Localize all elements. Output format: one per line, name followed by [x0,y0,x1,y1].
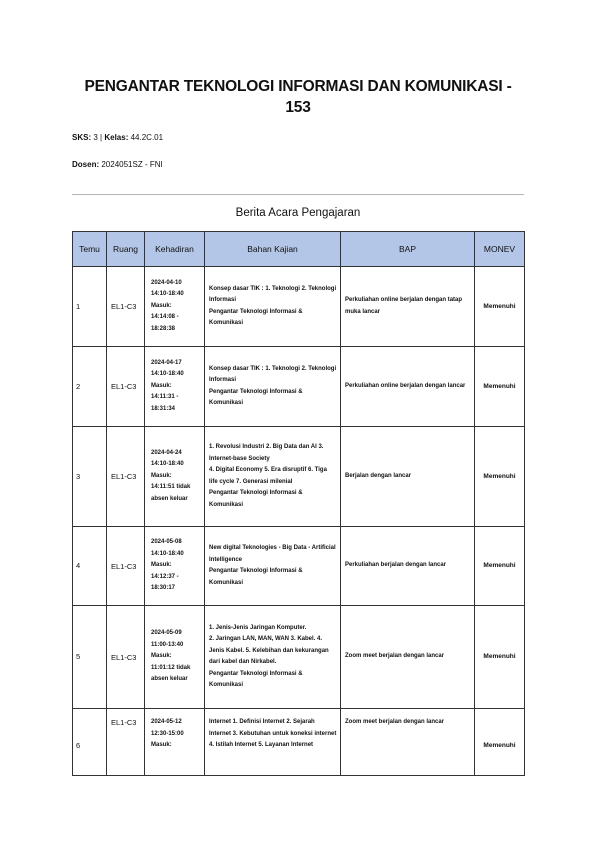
bahan-kajian-cell: 1. Jenis-Jenis Jaringan Komputer. 2. Jaringan LAN, MAN, WAN 3. Kabel. 4. Jenis Kabel. 5. Kelebihan dan kekurangan dari kabel dan Nirkabel. Pengantar Teknologi Informasi & Komunikasi [205,606,341,709]
header-monev: MONEV [475,232,525,267]
bahan-kajian-cell: 1. Revolusi Industri 2. Big Data dan AI 3. Internet-base Society 4. Digital Economy 5. Era disruptif 6. Tiga life cycle 7. Generasi milenial Pengantar Teknologi Informasi & Komunikasi [205,427,341,527]
ruang-cell: EL1-C3 [107,427,145,527]
ruang-cell: EL1-C3 [107,347,145,427]
dosen-line: Dosen: 2024051SZ - FNI [72,160,163,169]
kehadiran-cell: 2024-05-09 11:00-13:40 Masuk: 11:01:12 tidak absen keluar [145,606,205,709]
sks-value: 3 [93,133,98,142]
temu-cell: 1 [73,267,107,347]
kehadiran-cell: 2024-05-08 14:10-18:40 Masuk: 14:12:37 - 18:30:17 [145,527,205,606]
kelas-value: 44.2C.01 [130,133,164,142]
bap-cell: Zoom meet berjalan dengan lancar [341,606,475,709]
temu-cell: 2 [73,347,107,427]
kehadiran-cell: 2024-05-12 12:30-15:00 Masuk: [145,709,205,776]
bahan-kajian-cell: Konsep dasar TIK : 1. Teknologi 2. Teknologi Informasi Pengantar Teknologi Informasi & Komunikasi [205,267,341,347]
table-header-row [73,232,525,267]
section-title: Berita Acara Pengajaran [235,207,361,219]
course-title: PENGANTAR TEKNOLOGI INFORMASI DAN KOMUNIKASI - 153 [84,78,512,116]
bahan-kajian-cell: New digital Teknologies - Big Data - Artificial Intelligence Pengantar Teknologi Informasi & Komunikasi [205,527,341,606]
bap-cell: Perkuliahan online berjalan dengan tatap muka lancar [341,267,475,347]
header-bap: BAP [341,232,475,267]
monev-cell: Memenuhi [475,709,525,776]
bap-cell: Berjalan dengan lancar [341,427,475,527]
ruang-cell: EL1-C3 [107,267,145,347]
bap-cell: Perkuliahan berjalan dengan lancar [341,527,475,606]
table-row [73,347,525,427]
bahan-kajian-cell: Internet 1. Definisi Internet 2. Sejarah Internet 3. Kebutuhan untuk koneksi internet 4. Istilah Internet 5. Layanan Internet [205,709,341,776]
table-row [73,709,525,776]
kehadiran-cell: 2024-04-24 14:10-18:40 Masuk: 14:11:51 tidak absen keluar [145,427,205,527]
course-meta: SKS: 3 | Kelas: 44.2C.01 [72,133,164,142]
divider [72,194,524,195]
dosen-label: Dosen [72,160,97,169]
table-row [73,267,525,347]
kehadiran-cell: 2024-04-17 14:10-18:40 Masuk: 14:11:31 - 18:31:34 [145,347,205,427]
ruang-cell: EL1-C3 [107,606,145,709]
kehadiran-cell: 2024-04-10 14:10-18:40 Masuk: 14:14:08 - 18:28:38 [145,267,205,347]
monev-cell: Memenuhi [475,427,525,527]
monev-cell: Memenuhi [475,527,525,606]
header-ruang: Ruang [107,232,145,267]
bap-cell: Perkuliahan online berjalan dengan lancar [341,347,475,427]
sks-label: SKS [72,133,89,142]
kelas-label: Kelas [104,133,126,142]
attendance-table [72,231,525,776]
monev-cell: Memenuhi [475,347,525,427]
header-bahan-kajian: Bahan Kajian [205,232,341,267]
table-row [73,606,525,709]
ruang-cell: EL1-C3 [107,527,145,606]
ruang-cell: EL1-C3 [107,709,145,776]
temu-cell: 3 [73,427,107,527]
monev-cell: Memenuhi [475,606,525,709]
bap-cell: Zoom meet berjalan dengan lancar [341,709,475,776]
temu-cell: 5 [73,606,107,709]
monev-cell: Memenuhi [475,267,525,347]
table-row [73,527,525,606]
temu-cell: 4 [73,527,107,606]
document-page [72,0,524,751]
bahan-kajian-cell: Konsep dasar TIK : 1. Teknologi 2. Teknologi Informasi Pengantar Teknologi Informasi & Komunikasi [205,347,341,427]
table-row [73,427,525,527]
dosen-value: 2024051SZ - FNI [101,160,163,169]
header-kehadiran: Kehadiran [145,232,205,267]
header-temu: Temu [73,232,107,267]
temu-cell: 6 [73,709,107,776]
